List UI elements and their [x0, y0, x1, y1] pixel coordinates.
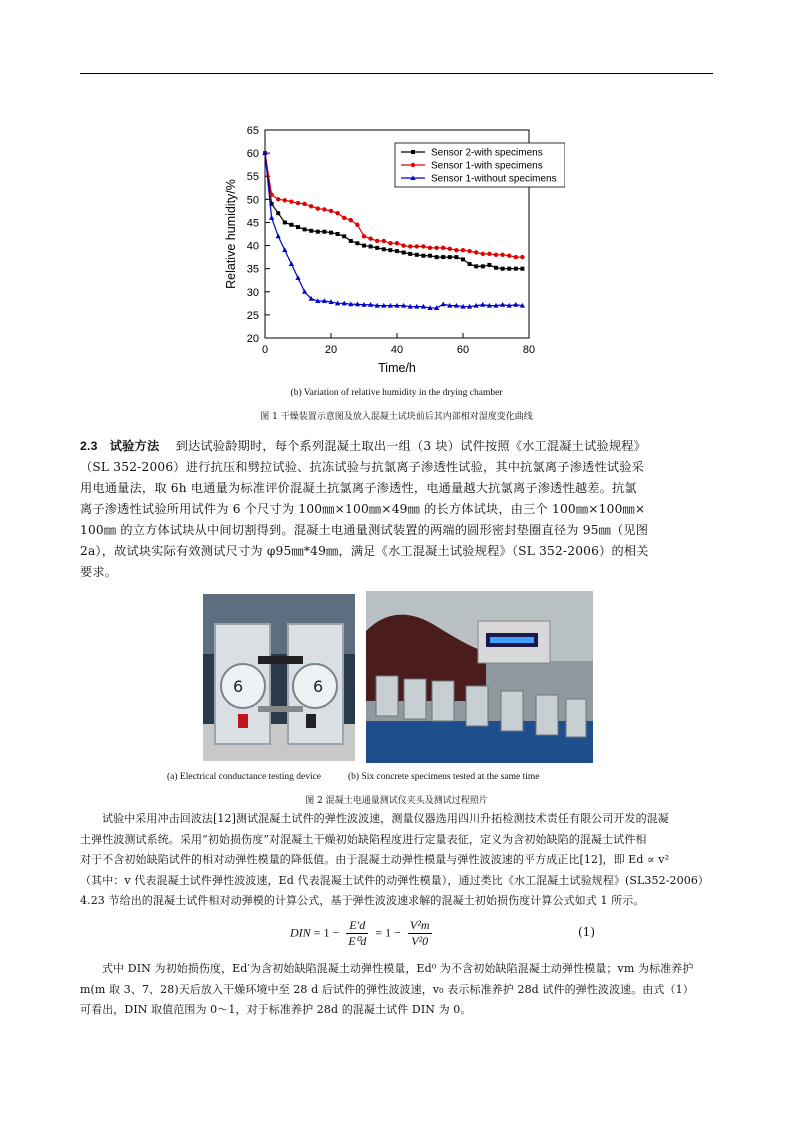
data-point [296, 225, 300, 229]
figure2-caption: 图 2 混凝土电通量测试仪夹头及测试过程照片 [305, 796, 488, 806]
data-point [289, 199, 293, 203]
data-point [467, 249, 471, 253]
clamp-label-right: 6 [313, 677, 324, 696]
data-point [441, 255, 445, 259]
body-line: 试验中采用冲击回波法[12]测试混凝土试件的弹性波波速，测量仪器选用四川升拓检测技术责任有限公司开发的混凝 [102, 812, 669, 825]
data-point [342, 216, 346, 220]
data-point [408, 244, 412, 248]
y-tick-label: 65 [246, 125, 259, 137]
data-point [461, 257, 465, 261]
data-point [309, 229, 313, 233]
body-line: 对于不含初始缺陷试件的相对动弹性模量的降低值。由于混凝土动弹性模量与弹性波波速的平方成正比[12]，即 Ed ∝ v² [80, 853, 670, 866]
data-point [375, 239, 379, 243]
equation-eq1: = 1 − [313, 925, 340, 940]
data-point [500, 253, 504, 257]
data-point [507, 267, 511, 271]
data-point [336, 232, 340, 236]
data-point [329, 209, 333, 213]
data-point [513, 302, 518, 307]
section-title: 试验方法 [109, 439, 160, 453]
data-point [415, 253, 419, 257]
x-tick-label: 80 [522, 344, 536, 356]
data-point [494, 266, 498, 270]
data-point [468, 262, 472, 266]
data-point [500, 302, 505, 307]
y-tick-label: 45 [246, 217, 259, 230]
data-point [520, 255, 524, 259]
body-line: 土弹性波测试系统。采用“初始损伤度”对混凝土干燥初始缺陷程度进行定量表征，定义为含初始缺陷的混凝土试件相 [80, 832, 647, 846]
data-point [329, 231, 333, 235]
data-point [322, 230, 326, 234]
section-number: 2.3 [80, 439, 98, 453]
x-tick-label: 60 [456, 344, 470, 356]
data-point [428, 254, 432, 258]
data-point [349, 218, 353, 222]
equation-number: (1) [578, 925, 595, 939]
explanation-line: 可看出，DIN 取值范围为 0～1，对于标准养护 28d 的混凝土试件 DIN 为 0。 [80, 1003, 472, 1016]
data-point [434, 246, 438, 250]
body-paragraph [80, 809, 709, 912]
data-point [461, 248, 465, 252]
data-point [520, 267, 524, 271]
section-line: 离子渗透性试验所用试件为 6 个尺寸为 100㎜×100㎜×49㎜ 的长方体试块，由三个 100㎜×100㎜× [80, 502, 646, 516]
chart-legend [395, 143, 565, 187]
figure1-caption: 图 1 干燥装置示意图及放入混凝土试块前后其内部相对湿度变化曲线 [260, 412, 533, 422]
equation-num2: V²m [409, 918, 430, 932]
data-point [382, 239, 386, 243]
data-point [481, 264, 485, 268]
equation-eq2: = 1 − [375, 925, 401, 940]
data-point [448, 255, 452, 259]
data-point [507, 254, 511, 258]
data-point [269, 193, 273, 197]
equation-frac2 [408, 918, 432, 949]
body-line: （其中：v 代表混凝土试件弹性波波速，Ed 代表混凝土试件的动弹性模量），通过类比《水工混凝土试验规程》(SL352-2006） [80, 873, 710, 887]
data-point [283, 220, 287, 224]
data-point [494, 253, 498, 257]
section-line: 要求。 [80, 565, 118, 579]
legend-entry: Sensor 2-with specimens [431, 147, 543, 159]
data-point [302, 289, 307, 294]
data-point [415, 244, 419, 248]
data-point [335, 211, 339, 215]
y-tick-label: 20 [246, 333, 259, 345]
data-point [296, 201, 300, 205]
data-point [408, 252, 412, 256]
data-point [411, 163, 415, 167]
humidity-chart [215, 118, 565, 383]
data-point [487, 252, 491, 256]
data-point [276, 197, 280, 201]
data-point [454, 248, 458, 252]
data-point [368, 236, 372, 240]
data-point [302, 202, 306, 206]
figure1-subcaption: (b) Variation of relative humidity in the drying chamber [290, 388, 503, 398]
data-point [349, 239, 353, 243]
data-point [395, 249, 399, 253]
section-line: （SL 352-2006）进行抗压和劈拉试验、抗冻试验与抗氯离子渗透性试验，其中抗氯离子渗透性试验采 [80, 460, 645, 474]
equation-frac1 [346, 918, 368, 949]
data-point [269, 215, 274, 220]
figure2-subcaption-b: (b) Six concrete specimens tested at the same time [348, 772, 540, 782]
data-point [283, 198, 287, 202]
data-point [369, 244, 373, 248]
data-point [448, 247, 452, 251]
equation-den2: V²0 [411, 934, 429, 948]
section-line: 到达试验龄期时，每个系列混凝土取出一组（3 块）试件按照《水工混凝土试验规程》 [175, 439, 647, 453]
x-tick-label: 40 [390, 344, 404, 356]
y-axis-label: Relative humidity/% [224, 179, 238, 289]
data-point [474, 264, 478, 268]
data-point [514, 267, 518, 271]
data-point [295, 275, 300, 280]
data-point [322, 207, 326, 211]
section-line: 2a），故试块实际有效测试尺寸为 φ95㎜*49㎜，满足《水工混凝土试验规程》（SL 352-2006）的相关 [80, 544, 649, 558]
data-point [441, 301, 446, 306]
data-point [355, 241, 359, 245]
data-point [487, 263, 491, 267]
data-point [316, 206, 320, 210]
legend-entry: Sensor 1-with specimens [431, 160, 543, 172]
photo-conductance-device [203, 594, 355, 761]
x-axis-label: Time/h [378, 361, 416, 375]
data-point [388, 241, 392, 245]
y-tick-label: 50 [246, 194, 259, 207]
data-point [303, 227, 307, 231]
y-tick-label: 60 [246, 148, 259, 161]
clamp-label-left: 6 [233, 677, 244, 696]
x-tick-label: 20 [324, 344, 338, 356]
data-point [362, 234, 366, 238]
data-point [435, 255, 439, 259]
explanation-line: 式中 DIN 为初始损伤度，Ed′为含初始缺陷混凝土动弹性模量，Ed⁰ 为不含初始缺陷混凝土动弹性模量；vm 为标准养护 [102, 962, 694, 975]
equation-den1: E⁰d [348, 934, 367, 948]
data-point [362, 244, 366, 248]
data-point [342, 234, 346, 238]
equation-1 [290, 918, 436, 949]
legend-entry: Sensor 1-without specimens [431, 173, 557, 185]
data-point [276, 211, 280, 215]
data-point [402, 250, 406, 254]
data-point [309, 204, 313, 208]
equation-num1: E′d [346, 918, 368, 934]
y-tick-label: 30 [246, 286, 259, 299]
data-point [282, 247, 287, 252]
data-point [441, 246, 445, 250]
data-point [514, 255, 518, 259]
equation-lhs: DIN [290, 925, 311, 940]
data-point [401, 243, 405, 247]
section-line: 用电通量法，取 6h 电通量为标准评价混凝土抗氯离子渗透性，电通量越大抗氯离子渗透性越差。抗氯 [80, 481, 637, 495]
y-tick-label: 35 [246, 263, 259, 276]
y-tick-label: 55 [246, 171, 259, 184]
data-point [316, 230, 320, 234]
data-point [395, 241, 399, 245]
data-point [382, 247, 386, 251]
explanation-line: m(m 取 3、7、28)天后放入干燥环境中至 28 d 后试件的弹性波波速，v₀ 表示标准养护 28d 试件的弹性波波速。由式（1） [80, 982, 694, 996]
data-point [289, 223, 293, 227]
data-point [428, 246, 432, 250]
data-point [480, 302, 485, 307]
data-point [501, 267, 505, 271]
explanation-paragraph [80, 959, 694, 1021]
section-first-line [80, 436, 649, 457]
y-tick-label: 40 [246, 240, 259, 253]
body-line: 4.23 节给出的混凝土试件相对动弹模的计算公式，基于弹性波波速求解的混凝土初始损伤度计算公式如式 1 所示。 [80, 894, 645, 907]
data-point [375, 246, 379, 250]
data-point [289, 261, 294, 266]
section-2-3 [80, 436, 649, 583]
photo-six-specimens [366, 591, 593, 763]
data-point [421, 254, 425, 258]
section-line: 100㎜ 的立方体试块从中间切割得到。混凝土电通量测试装置的两端的圆形密封垫圈直径为 95㎜（见图 [80, 523, 649, 537]
data-point [481, 252, 485, 256]
x-tick-label: 0 [261, 344, 269, 356]
data-point [474, 250, 478, 254]
data-point [276, 234, 281, 239]
data-point [411, 150, 415, 154]
figure2-subcaption-a: (a) Electrical conductance testing device [167, 772, 322, 782]
data-point [355, 223, 359, 227]
header-rule [80, 73, 713, 74]
data-point [421, 244, 425, 248]
y-tick-label: 25 [246, 309, 259, 322]
data-point [388, 248, 392, 252]
data-point [454, 255, 458, 259]
